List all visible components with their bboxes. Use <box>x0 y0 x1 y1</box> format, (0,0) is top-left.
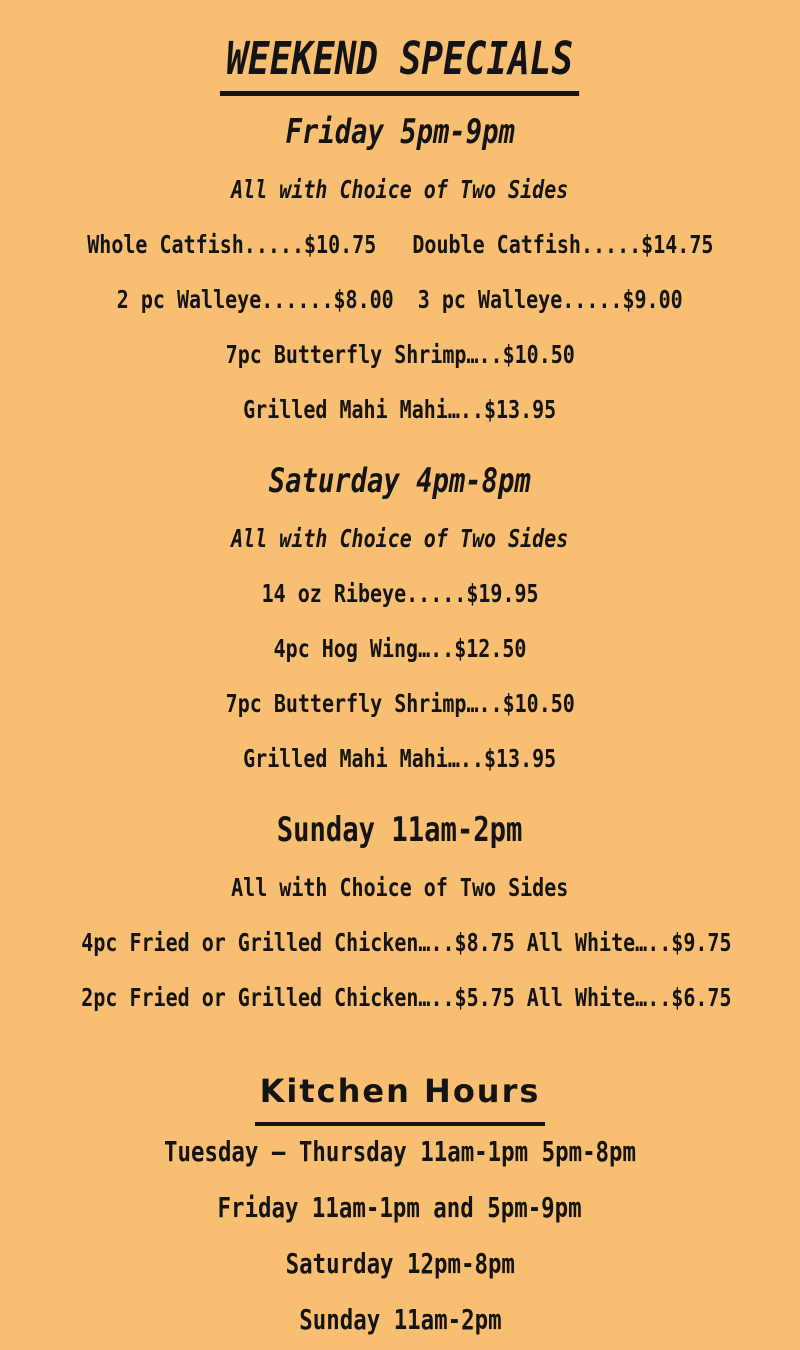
kitchen-hours-line <box>0 1294 800 1350</box>
sunday-subheading <box>0 862 800 917</box>
menu-item-line <box>0 384 800 439</box>
menu-item-text: 4pc Hog Wing…..$12.50 <box>273 634 527 663</box>
kitchen-hours-title <box>0 1063 800 1126</box>
saturday-heading <box>0 455 800 513</box>
menu-item-line <box>0 972 800 1027</box>
menu-item-text: 4pc Fried or Grilled Chicken…..$8.75 All White…..$9.75 <box>81 928 732 957</box>
menu-item-text: Whole Catfish.....$10.75 Double Catfish.....$14.75 <box>86 230 714 259</box>
kitchen-hours-line <box>0 1238 800 1294</box>
saturday-subheading <box>0 513 800 568</box>
kitchen-hours-text: Tuesday – Thursday 11am-1pm 5pm-8pm <box>163 1135 636 1168</box>
menu-item-text: 2 pc Walleye......$8.00 3 pc Walleye.....$9.00 <box>117 285 683 314</box>
menu-item-line <box>0 733 800 788</box>
section-sunday <box>0 804 800 1027</box>
menu-title <box>0 30 800 98</box>
menu-item-line <box>0 219 800 274</box>
menu-item-line <box>0 568 800 623</box>
kitchen-hours-title-text: Kitchen Hours <box>255 1063 546 1126</box>
sunday-subheading-text: All with Choice of Two Sides <box>231 873 569 902</box>
sunday-heading <box>0 804 800 862</box>
menu-item-text: 14 oz Ribeye.....$19.95 <box>261 579 539 608</box>
kitchen-hours-line <box>0 1182 800 1238</box>
menu-item-text: Grilled Mahi Mahi…..$13.95 <box>243 744 557 773</box>
friday-heading <box>0 106 800 164</box>
saturday-heading-text: Saturday 4pm-8pm <box>268 461 531 501</box>
menu-item-line <box>0 329 800 384</box>
friday-subheading-text: All with Choice of Two Sides <box>231 175 569 204</box>
section-friday <box>0 106 800 439</box>
menu-item-text: 7pc Butterfly Shrimp…..$10.50 <box>225 689 575 718</box>
menu-item-line <box>0 678 800 733</box>
menu-title-text: WEEKEND SPECIALS <box>220 30 580 96</box>
menu-item-line <box>0 274 800 329</box>
friday-subheading <box>0 164 800 219</box>
menu-item-text: Grilled Mahi Mahi…..$13.95 <box>243 395 557 424</box>
saturday-subheading-text: All with Choice of Two Sides <box>231 524 569 553</box>
menu-item-line <box>0 917 800 972</box>
friday-heading-text: Friday 5pm-9pm <box>285 112 515 152</box>
menu-item-text: 2pc Fried or Grilled Chicken…..$5.75 All White…..$6.75 <box>81 983 732 1012</box>
kitchen-hours-text: Friday 11am-1pm and 5pm-9pm <box>217 1191 583 1224</box>
sunday-heading-text: Sunday 11am-2pm <box>277 810 523 850</box>
section-saturday <box>0 455 800 788</box>
kitchen-hours-text: Saturday 12pm-8pm <box>285 1247 515 1280</box>
kitchen-hours-text: Sunday 11am-2pm <box>298 1303 502 1336</box>
menu-item-text: 7pc Butterfly Shrimp…..$10.50 <box>225 340 575 369</box>
kitchen-hours-line <box>0 1126 800 1182</box>
section-kitchen-hours <box>0 1063 800 1350</box>
menu-item-line <box>0 623 800 678</box>
